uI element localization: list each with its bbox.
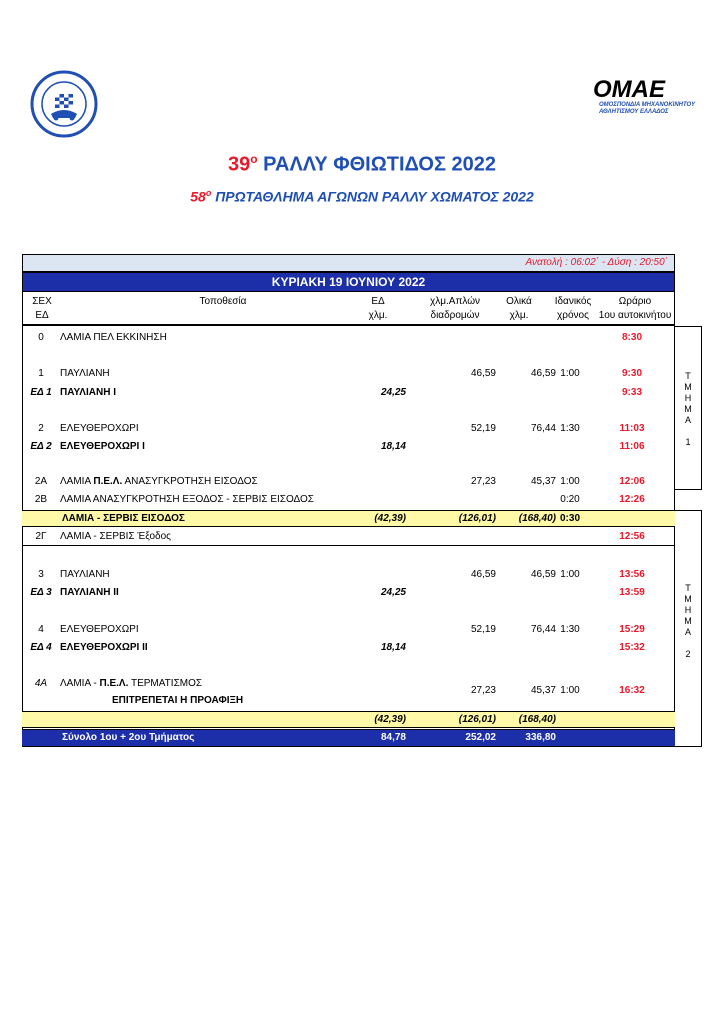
row-idan: 1:00 bbox=[560, 476, 580, 487]
row-location: ΛΑΜΙΑ - ΣΕΡΒΙΣ ΕΙΣΟΔΟΣ bbox=[62, 513, 185, 524]
header-sex: ΣΕΧ ΕΔ bbox=[32, 296, 52, 321]
row-ed: 24,25 bbox=[380, 387, 406, 398]
row-location: ΕΛΕΥΘΕΡΟΧΩΡΙ bbox=[60, 423, 139, 434]
row-location: ΛΑΜΙΑ - ΣΕΡΒΙΣ Έξοδος bbox=[60, 531, 171, 542]
row-apl: (126,01) bbox=[458, 513, 496, 524]
row-location-note: ΕΠΙΤΡΕΠΕΤΑΙ Η ΠΡΟΑΦΙΞΗ bbox=[112, 695, 244, 706]
row-idan: 1:00 bbox=[560, 368, 580, 379]
sunrise-sunset-text: Ανατολή : 06:02΄ - Δύση : 20:50΄ bbox=[525, 257, 668, 268]
subtitle-number: 58 bbox=[190, 188, 206, 205]
row-location: ΛΑΜΙΑ ΠΕΛ ΕΚΚΙΝΗΣΗ bbox=[60, 332, 167, 343]
row-location: ΕΛΕΥΘΕΡΟΧΩΡΙ ΙΙ bbox=[60, 642, 148, 653]
row-time: 12:06 bbox=[619, 476, 645, 487]
table-row bbox=[22, 385, 675, 401]
row-olika: 76,44 bbox=[530, 624, 556, 635]
row-time: 16:32 bbox=[619, 685, 645, 696]
row-olika: 46,59 bbox=[530, 569, 556, 580]
table-row bbox=[22, 492, 675, 508]
table-row bbox=[22, 421, 675, 437]
row-location: ΛΑΜΙΑ ΑΝΑΣΥΓΚΡΟΤΗΣΗ ΕΞΟΔΟΣ - ΣΕΡΒΙΣ ΕΙΣΟΔΟΣ bbox=[60, 494, 314, 505]
row-sex: 1 bbox=[38, 368, 44, 379]
table-row bbox=[22, 474, 675, 490]
row-time: 9:30 bbox=[621, 368, 642, 379]
page-subtitle bbox=[0, 188, 724, 205]
sunrise-sunset-bar bbox=[22, 254, 675, 272]
row-time: 15:32 bbox=[619, 642, 645, 653]
row-apl: 252,02 bbox=[465, 732, 496, 743]
row-location: ΠΑΥΛΙΑΝΗ bbox=[60, 368, 110, 379]
row-sex: 3 bbox=[38, 569, 44, 580]
row-apl: 46,59 bbox=[470, 368, 496, 379]
row-apl: (126,01) bbox=[458, 714, 496, 725]
row-location-prefix: ΛΑΜΙΑ - bbox=[60, 678, 100, 689]
section-1-label: Τ Μ Η Μ Α 1 bbox=[684, 371, 692, 447]
table-row bbox=[22, 585, 675, 601]
day-header: ΚΥΡΙΑΚΗ 19 ΙΟΥΝΙΟΥ 2022 bbox=[22, 272, 675, 292]
row-olika: (168,40) bbox=[518, 513, 556, 524]
row-apl: 52,19 bbox=[470, 423, 496, 434]
row-ed: 18,14 bbox=[380, 441, 406, 452]
table-row bbox=[22, 439, 675, 455]
row-olika: 336,80 bbox=[525, 732, 556, 743]
row-sex: 2Β bbox=[34, 494, 48, 505]
row-time: 11:06 bbox=[619, 441, 645, 452]
row-apl: 27,23 bbox=[470, 685, 496, 696]
row-sex: ΕΔ 2 bbox=[30, 441, 52, 452]
row-location: ΕΛΕΥΘΕΡΟΧΩΡΙ bbox=[60, 624, 139, 635]
row-time: 12:26 bbox=[619, 494, 645, 505]
row-location bbox=[60, 476, 258, 487]
row-sex: 2 bbox=[38, 423, 44, 434]
page-title bbox=[0, 152, 724, 177]
row-location-bold: Π.Ε.Λ. bbox=[99, 678, 129, 689]
row-location-suffix: ΤΕΡΜΑΤΙΣΜΟΣ bbox=[128, 678, 203, 689]
subtitle-text: ΠΡΩΤΑΘΛΗΜΑ ΑΓΩΝΩΝ ΡΑΛΛΥ ΧΩΜΑΤΟΣ 2022 bbox=[211, 188, 534, 205]
row-sex: 4 bbox=[38, 624, 44, 635]
row-location bbox=[60, 678, 202, 689]
omae-logo-subtitle-line1: ΟΜΟΣΠΟΝΔΙΑ ΜΗΧΑΝΟΚΙΝΗΤΟΥ bbox=[599, 102, 695, 108]
row-location: ΠΑΥΛΙΑΝΗ bbox=[60, 569, 110, 580]
title-number: 39 bbox=[228, 153, 251, 176]
table-row bbox=[22, 330, 675, 346]
row-sex: ΕΔ 1 bbox=[30, 387, 52, 398]
row-ed: 84,78 bbox=[380, 732, 406, 743]
omae-logo-subtitle-line2: ΑΘΛΗΤΙΣΜΟΥ ΕΛΛΑΔΟΣ bbox=[599, 109, 669, 115]
row-apl: 52,19 bbox=[470, 624, 496, 635]
omae-logo-word: OMAE bbox=[593, 76, 665, 103]
row-time: 13:56 bbox=[619, 569, 645, 580]
row-location: ΠΑΥΛΙΑΝΗ ΙΙ bbox=[60, 587, 119, 598]
grand-total-row bbox=[22, 729, 675, 746]
row-sex: ΕΔ 3 bbox=[30, 587, 52, 598]
title-text: ΡΑΛΛΥ ΦΘΙΩΤΙΔΟΣ 2022 bbox=[257, 153, 496, 176]
row-apl: 27,23 bbox=[470, 476, 496, 487]
table-row bbox=[22, 640, 675, 656]
table-row bbox=[22, 622, 675, 638]
row-location-bold: Π.Ε.Λ. bbox=[93, 476, 123, 487]
row-location: Σύνολο 1ου + 2ου Τμήματος bbox=[62, 732, 195, 743]
row-time: 11:03 bbox=[619, 423, 645, 434]
row-time: 15:29 bbox=[619, 624, 645, 635]
row-time: 8:30 bbox=[621, 332, 642, 343]
header-olika: Ολικά χλμ. bbox=[506, 296, 532, 321]
row-olika: 45,37 bbox=[530, 685, 556, 696]
column-headers bbox=[22, 292, 675, 326]
row-idan: 1:30 bbox=[560, 423, 580, 434]
section-1-box bbox=[675, 326, 702, 490]
row-location: ΠΑΥΛΙΑΝΗ Ι bbox=[60, 387, 116, 398]
row-ed: 24,25 bbox=[380, 587, 406, 598]
table-row bbox=[22, 366, 675, 382]
row-ed: (42,39) bbox=[374, 714, 406, 725]
omae-logo-subtitle bbox=[599, 102, 695, 116]
omae-logo bbox=[593, 76, 695, 120]
row-idan: 0:30 bbox=[559, 513, 580, 524]
table-row bbox=[22, 567, 675, 583]
section-subtotal-row bbox=[22, 711, 675, 728]
row-apl: 46,59 bbox=[470, 569, 496, 580]
service-subtotal-row bbox=[22, 510, 675, 527]
header-ed: ΕΔ χλμ. bbox=[368, 296, 388, 321]
row-olika: 76,44 bbox=[530, 423, 556, 434]
club-logo bbox=[30, 70, 98, 138]
row-location-prefix: ΛΑΜΙΑ bbox=[60, 476, 94, 487]
row-sex: 2Γ bbox=[35, 531, 47, 542]
row-sex: 0 bbox=[38, 332, 44, 343]
row-olika: 46,59 bbox=[530, 368, 556, 379]
section-2-label: Τ Μ Η Μ Α 2 bbox=[684, 583, 692, 659]
row-time: 13:59 bbox=[619, 587, 645, 598]
row-sex: 4Α bbox=[34, 678, 48, 689]
table-row bbox=[22, 676, 675, 708]
row-ed: (42,39) bbox=[374, 513, 406, 524]
row-ed: 18,14 bbox=[380, 642, 406, 653]
header-orario: Ωράριο 1ου αυτοκινήτου bbox=[598, 296, 672, 321]
row-idan: 1:00 bbox=[560, 569, 580, 580]
row-olika: (168,40) bbox=[518, 714, 556, 725]
table-row bbox=[22, 529, 675, 545]
section-2-box bbox=[675, 510, 702, 747]
divider bbox=[22, 545, 675, 546]
row-location: ΕΛΕΥΘΕΡΟΧΩΡΙ Ι bbox=[60, 441, 145, 452]
subtitle-ordinal: ο bbox=[205, 188, 212, 198]
row-time: 12:56 bbox=[619, 531, 645, 542]
row-olika: 45,37 bbox=[530, 476, 556, 487]
row-time: 9:33 bbox=[621, 387, 642, 398]
row-location-suffix: ΑΝΑΣΥΓΚΡΟΤΗΣΗ ΕΙΣΟΔΟΣ bbox=[122, 476, 258, 487]
row-idan: 0:20 bbox=[560, 494, 580, 505]
row-idan: 1:00 bbox=[560, 685, 580, 696]
header-location: Τοποθεσία bbox=[199, 296, 247, 307]
header-idan: Ιδανικός χρόνος bbox=[554, 296, 592, 321]
row-sex: ΕΔ 4 bbox=[30, 642, 52, 653]
row-idan: 1:30 bbox=[560, 624, 580, 635]
title-ordinal: ο bbox=[250, 152, 258, 166]
header-apl: χλμ.Απλών διαδρομών bbox=[429, 296, 480, 321]
row-sex: 2Α bbox=[34, 476, 48, 487]
